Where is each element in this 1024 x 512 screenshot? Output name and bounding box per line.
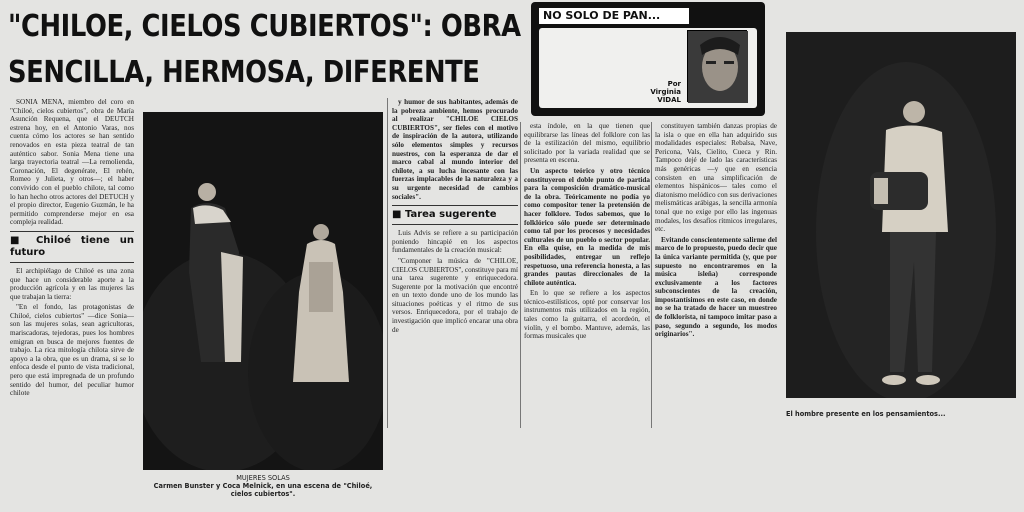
photo-1-caption xyxy=(143,474,383,498)
caption-text: Carmen Bunster y Coca Melnick, en una escena de "Chiloé, cielos cubiertos". xyxy=(153,482,373,498)
subhead-tarea-sugerente: ■ Tarea sugerente xyxy=(392,205,518,225)
article-column-4 xyxy=(655,122,777,428)
paragraph: "Componer la música de "CHILOE, CIELOS CUBIERTOS", constituye para mí una tarea sugerente y enriquecedora. Sugerente por la motivación que encontré en un texto donde uno de los mundo las situaciones poéticas y el ritmo de sus versos. Enriquecedora, por el trabajo de investigación que implicó encarar una obra de xyxy=(392,256,518,334)
paragraph: Luis Advis se refiere a su participación poniendo hincapié en los aspectos fundamentales de la creación musical: xyxy=(392,229,518,255)
caption-title: MUJERES SOLAS xyxy=(236,474,290,482)
paragraph: En lo que se refiere a los aspectos técnico-estilísticos, opté por conservar los instrumentos más utilizados en la región, tales como la guitarra, el acordeón, el violín, y el bombo. Mantuve, además, las formas musicales que xyxy=(524,289,650,341)
photo-mujeres-solas xyxy=(143,112,383,470)
column-divider xyxy=(651,122,652,428)
column-title: NO SOLO DE PAN... xyxy=(539,8,689,24)
portrait-image xyxy=(688,31,748,103)
headline-line-2: SENCILLA, HERMOSA, DIFERENTE xyxy=(8,55,480,90)
headline-line-1: "CHILOE, CIELOS CUBIERTOS": OBRA xyxy=(8,9,521,44)
headline xyxy=(8,4,521,96)
article-column-2 xyxy=(392,98,518,428)
paragraph: esta índole, en la que tienen que equilibrarse las líneas del folklore con las de la estilización del mismo, equilibrio solicitado por la variada realidad que se presenta en escena. xyxy=(524,122,650,165)
photo-figures xyxy=(143,112,383,470)
bullet-icon: ■ xyxy=(10,234,36,246)
paragraph: Un aspecto teórico y otro técnico constituyeron el doble punto de partida para la composición dramático-musical de la obra. Teóricamente no podía yo como compositor tener la pretensión de hacer folklore. Todos sabemos, que lo folklórico sólo puede ser determinado como tal por los procesos y necesidades culturales de un pueblo o sector popular. En ella quise, en la medida de mis posibilidades, entregar un reflejo respetuoso, una referencia honesta, a las grandes pautas direccionales de la chilote auténtica. xyxy=(524,166,650,287)
column-header-panel xyxy=(539,28,757,108)
paragraph: y humor de sus habitantes, además de la pobreza ambiente, hemos procurado al realizar "CHILOE CIELOS CUBIERTOS", ser fieles con el motivo de inspiración de la autora, utilizando sólo elementos simples y recursos nuestros, con la esperanza de dar el marco cabal al mundo interior del chilote, a su lucha incesante con las fuerzas implacables de la naturaleza y a su urgente necesidad de cambios sociales". xyxy=(392,98,518,201)
photo-hombre xyxy=(786,32,1016,398)
byline: Por Virginia VIDAL xyxy=(650,80,681,104)
column-divider xyxy=(520,122,521,428)
column-header-box xyxy=(531,2,765,116)
photo-2-caption: El hombre presente en los pensamientos... xyxy=(786,410,946,418)
paragraph: Evitando conscientemente salirme del marco de lo propuesto, puedo decir que la única variante permitida (y, que por supuesto no encontraremos en la música isleña) corresponde exclusivamente a los factores subconscientes de la creación, impostantísimos en este caso, en donde no se ha tratado de hacer un muestreo de folklorista, ni tampoco imitar paso a paso, segundo a segundo, los modos originarios". xyxy=(655,235,777,339)
article-column-1 xyxy=(10,98,134,512)
column-divider xyxy=(387,98,388,428)
author-portrait xyxy=(687,30,747,102)
article-column-3 xyxy=(524,122,650,428)
paragraph: "En el fondo, las protagonistas de Chiloé, cielos cubiertos" —dice Sonia— son las mujeres solas, sean agricultoras, mariscadoras, tejedoras, pues los hombres emigran en busca de mejores fuentes de trabajo. La rica mitología chilota sirve de apoyo a la obra, que es un drama, si se lo enfoca desde el punto de vista tradicional, pero que está impregnada de un profundo sentido del humor, del peculiar humor chilote xyxy=(10,303,134,398)
paragraph: El archipiélago de Chiloé es una zona que hace un considerable aporte a la producción agrícola y en las mujeres las que trabajan la tierra: xyxy=(10,266,134,301)
paragraph: constituyen también danzas propias de la isla o que en ella han adquirido sus modalidades especiales: Rebalsa, Nave, Pericona, Vals, Cielito, Cueca y Rin. Tampoco dejé de lado las características más genéricas —y que en esencia consisten en una simplificación de elementos hispánicos— tales como el diatonismo melódico con sus derivaciones melismáticas arábigas, la sencilla armonía tonal que no exige por ello las ingenuas modales, los desafíos rítmicos irregulares, etc. xyxy=(655,122,777,234)
photo-figure-musician xyxy=(786,32,1016,398)
intro-paragraph: SONIA MENA, miembro del coro en "Chiloé, cielos cubiertos", obra de María Asunción Requena, que el DEUTCH estrena hoy, en el Antonio Varas, nos cuenta cómo los actores se han sentido renovados en esta pieza teatral de tan auténtico sabor. Sonia Mena tiene una larga trayectoria teatral —La remolienda, Coronación, El degenérate, El rehén, Romeo y Julieta, y otros—; el haber convivido con el pueblo chilote, tal como lo han hecho otros actores del DETUCH y el propio director, Eugenio Guzmán, le ha permitido comprenderse mejor en esa compleja realidad. xyxy=(10,98,134,227)
bullet-icon: ■ xyxy=(392,209,405,221)
subhead-chiloe-futuro: ■ Chiloé tiene un futuro xyxy=(10,231,134,263)
